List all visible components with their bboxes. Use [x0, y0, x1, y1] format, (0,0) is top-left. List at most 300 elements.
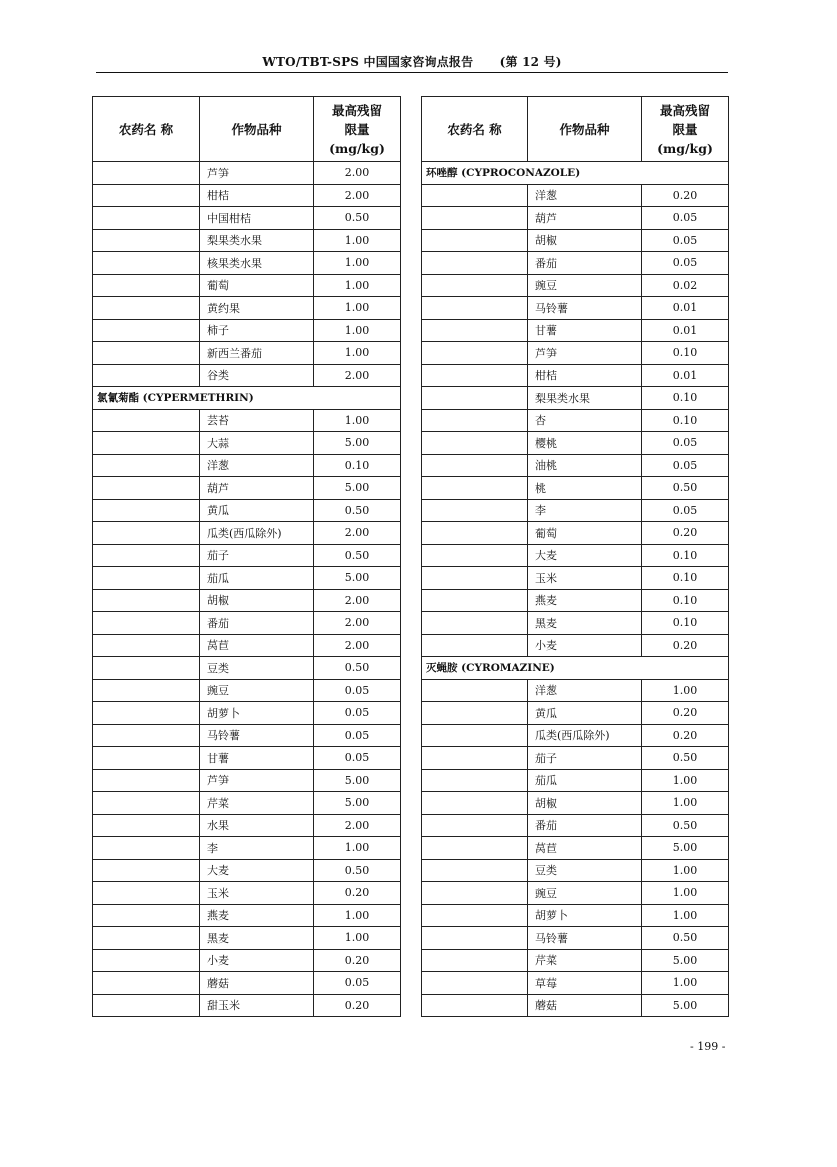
mrl-value-cell: 2.00 [314, 162, 401, 185]
crop-cell: 茄子 [528, 747, 642, 770]
pesticide-cell [422, 207, 528, 230]
mrl-value-cell: 2.00 [314, 589, 401, 612]
mrl-value-cell: 2.00 [314, 184, 401, 207]
pesticide-cell [93, 724, 200, 747]
mrl-value-cell: 5.00 [314, 769, 401, 792]
table-row [422, 814, 729, 837]
pesticide-cell [93, 589, 200, 612]
pesticide-cell [93, 409, 200, 432]
mrl-value-cell: 5.00 [314, 792, 401, 815]
table-row [422, 994, 729, 1017]
mrl-value-cell: 0.05 [314, 972, 401, 995]
table-row [93, 589, 401, 612]
table-row [93, 724, 401, 747]
table-row [93, 927, 401, 950]
mrl-value-cell: 0.20 [314, 949, 401, 972]
pesticide-cell [422, 634, 528, 657]
pesticide-cell [93, 702, 200, 725]
table-row [422, 724, 729, 747]
crop-cell: 葡萄 [528, 522, 642, 545]
crop-cell: 草莓 [528, 972, 642, 995]
mrl-value-cell: 0.50 [314, 544, 401, 567]
pesticide-cell [93, 477, 200, 500]
crop-cell: 芦笋 [200, 769, 314, 792]
table-row [422, 949, 729, 972]
mrl-value-cell: 5.00 [642, 837, 729, 860]
crop-cell: 茄瓜 [528, 769, 642, 792]
mrl-value-cell: 1.00 [642, 679, 729, 702]
pesticide-cell [422, 612, 528, 635]
column-header-mrl [314, 97, 401, 162]
crop-cell: 黑麦 [200, 927, 314, 950]
pesticide-cell [93, 927, 200, 950]
crop-cell: 玉米 [200, 882, 314, 905]
mrl-value-cell: 5.00 [314, 567, 401, 590]
header-rule [96, 72, 728, 73]
pesticide-cell [93, 544, 200, 567]
table-row [422, 679, 729, 702]
pesticide-cell [422, 499, 528, 522]
pesticide-cell [422, 454, 528, 477]
table-row [93, 949, 401, 972]
mrl-value-cell: 1.00 [642, 859, 729, 882]
crop-cell: 胡萝卜 [528, 904, 642, 927]
table-row [93, 882, 401, 905]
table-row [422, 612, 729, 635]
mrl-value-cell: 0.05 [314, 679, 401, 702]
crop-cell: 茄子 [200, 544, 314, 567]
mrl-value-cell: 1.00 [642, 769, 729, 792]
crop-cell: 黄瓜 [200, 499, 314, 522]
pesticide-name: 氯氰菊酯 (CYPERMETHRIN) [93, 387, 401, 410]
mrl-value-cell: 0.10 [642, 612, 729, 635]
pesticide-cell [422, 432, 528, 455]
table-row [93, 544, 401, 567]
mrl-value-cell: 1.00 [314, 252, 401, 275]
mrl-value-cell: 0.50 [642, 477, 729, 500]
mrl-value-cell: 5.00 [642, 949, 729, 972]
mrl-value-cell: 0.50 [642, 814, 729, 837]
pesticide-cell [422, 882, 528, 905]
crop-cell: 莴苣 [528, 837, 642, 860]
mrl-header-line2: 限量 [672, 121, 698, 137]
pesticide-cell [422, 904, 528, 927]
table-row [93, 792, 401, 815]
pesticide-cell [422, 252, 528, 275]
crop-cell: 胡萝卜 [200, 702, 314, 725]
pesticide-cell [422, 702, 528, 725]
crop-cell: 桃 [528, 477, 642, 500]
pesticide-cell [93, 949, 200, 972]
crop-cell: 马铃薯 [528, 297, 642, 320]
pesticide-cell [93, 882, 200, 905]
mrl-value-cell: 0.10 [642, 544, 729, 567]
crop-cell: 李 [528, 499, 642, 522]
crop-cell: 豌豆 [528, 882, 642, 905]
pesticide-cell [93, 634, 200, 657]
pesticide-cell [422, 927, 528, 950]
mrl-value-cell: 0.50 [314, 859, 401, 882]
crop-cell: 甜玉米 [200, 994, 314, 1017]
mrl-value-cell: 0.01 [642, 319, 729, 342]
mrl-value-cell: 1.00 [642, 972, 729, 995]
mrl-value-cell: 0.05 [314, 702, 401, 725]
crop-cell: 燕麦 [528, 589, 642, 612]
mrl-value-cell: 0.20 [314, 994, 401, 1017]
table-row [93, 994, 401, 1017]
mrl-value-cell: 0.05 [642, 207, 729, 230]
crop-cell: 李 [200, 837, 314, 860]
crop-cell: 甘薯 [528, 319, 642, 342]
crop-cell: 芹菜 [200, 792, 314, 815]
mrl-header-line2: 限量 [344, 121, 370, 137]
crop-cell: 柑桔 [200, 184, 314, 207]
table-row [93, 769, 401, 792]
crop-cell: 葡萄 [200, 274, 314, 297]
mrl-value-cell: 0.10 [642, 589, 729, 612]
pesticide-cell [93, 499, 200, 522]
crop-cell: 洋葱 [200, 454, 314, 477]
column-header-pesticide: 农药名 称 [422, 97, 528, 162]
pesticide-cell [93, 972, 200, 995]
pesticide-cell [93, 859, 200, 882]
pesticide-cell [422, 567, 528, 590]
crop-cell: 胡椒 [528, 792, 642, 815]
crop-cell: 大麦 [200, 859, 314, 882]
mrl-value-cell: 0.20 [642, 184, 729, 207]
table-row [422, 477, 729, 500]
mrl-value-cell: 0.01 [642, 364, 729, 387]
pesticide-cell [422, 859, 528, 882]
table-row [93, 207, 401, 230]
mrl-value-cell: 0.01 [642, 297, 729, 320]
table-row [422, 904, 729, 927]
mrl-value-cell: 0.10 [642, 409, 729, 432]
pesticide-cell [93, 364, 200, 387]
mrl-value-cell: 0.20 [642, 522, 729, 545]
mrl-table-right [421, 96, 729, 1017]
pesticide-cell [422, 319, 528, 342]
crop-cell: 瓜类(西瓜除外) [200, 522, 314, 545]
table-row [93, 499, 401, 522]
mrl-value-cell: 0.05 [642, 229, 729, 252]
pesticide-cell [422, 274, 528, 297]
pesticide-cell [422, 229, 528, 252]
pesticide-cell [422, 949, 528, 972]
table-row [422, 454, 729, 477]
table-row [93, 702, 401, 725]
column-header-crop: 作物品种 [528, 97, 642, 162]
crop-cell: 豆类 [528, 859, 642, 882]
mrl-value-cell: 0.50 [642, 747, 729, 770]
crop-cell: 豌豆 [200, 679, 314, 702]
mrl-value-cell: 2.00 [314, 634, 401, 657]
pesticide-cell [93, 769, 200, 792]
header-title: WTO/TBT-SPS 中国国家咨询点报告 [262, 55, 474, 69]
table-row [93, 859, 401, 882]
mrl-value-cell: 0.50 [314, 657, 401, 680]
table-row [93, 522, 401, 545]
mrl-value-cell: 0.20 [642, 634, 729, 657]
pesticide-cell [422, 589, 528, 612]
mrl-value-cell: 1.00 [642, 904, 729, 927]
crop-cell: 樱桃 [528, 432, 642, 455]
pesticide-cell [422, 184, 528, 207]
pesticide-section-row [422, 657, 729, 680]
crop-cell: 马铃薯 [528, 927, 642, 950]
mrl-value-cell: 0.50 [314, 499, 401, 522]
table-row [422, 882, 729, 905]
mrl-value-cell: 0.10 [642, 387, 729, 410]
crop-cell: 蘑菇 [528, 994, 642, 1017]
pesticide-cell [422, 522, 528, 545]
mrl-value-cell: 0.10 [314, 454, 401, 477]
table-row [93, 252, 401, 275]
pesticide-cell [422, 387, 528, 410]
mrl-value-cell: 2.00 [314, 612, 401, 635]
mrl-value-cell: 2.00 [314, 522, 401, 545]
pesticide-cell [422, 724, 528, 747]
table-row [93, 229, 401, 252]
table-row [93, 814, 401, 837]
table-row [93, 747, 401, 770]
crop-cell: 玉米 [528, 567, 642, 590]
pesticide-cell [93, 319, 200, 342]
crop-cell: 豆类 [200, 657, 314, 680]
header-issue: (第 12 号) [499, 55, 562, 69]
crop-cell: 梨果类水果 [200, 229, 314, 252]
table-row [93, 432, 401, 455]
pesticide-cell [422, 792, 528, 815]
pesticide-cell [422, 477, 528, 500]
table-row [93, 567, 401, 590]
mrl-value-cell: 0.02 [642, 274, 729, 297]
table-row [422, 769, 729, 792]
pesticide-cell [93, 274, 200, 297]
table-row [93, 319, 401, 342]
table-row [93, 454, 401, 477]
pesticide-cell [422, 544, 528, 567]
pesticide-cell [93, 207, 200, 230]
crop-cell: 莴苣 [200, 634, 314, 657]
crop-cell: 小麦 [528, 634, 642, 657]
mrl-value-cell: 1.00 [314, 837, 401, 860]
mrl-header-line1: 最高残留 [659, 102, 710, 118]
crop-cell: 核果类水果 [200, 252, 314, 275]
mrl-value-cell: 1.00 [314, 927, 401, 950]
table-row [93, 477, 401, 500]
pesticide-cell [93, 612, 200, 635]
column-header-mrl [642, 97, 729, 162]
table-row [93, 634, 401, 657]
crop-cell: 芸苔 [200, 409, 314, 432]
crop-cell: 谷类 [200, 364, 314, 387]
pesticide-cell [93, 297, 200, 320]
pesticide-cell [93, 792, 200, 815]
pesticide-cell [422, 297, 528, 320]
crop-cell: 杏 [528, 409, 642, 432]
table-body [93, 162, 401, 1017]
crop-cell: 洋葱 [528, 679, 642, 702]
page-number: - 199 - [690, 1040, 726, 1053]
pesticide-cell [93, 657, 200, 680]
mrl-value-cell: 1.00 [314, 409, 401, 432]
mrl-value-cell: 1.00 [314, 342, 401, 365]
table-row [422, 297, 729, 320]
pesticide-cell [93, 252, 200, 275]
mrl-value-cell: 0.05 [642, 454, 729, 477]
pesticide-cell [93, 184, 200, 207]
pesticide-cell [93, 454, 200, 477]
crop-cell: 黄约果 [200, 297, 314, 320]
crop-cell: 葫芦 [200, 477, 314, 500]
table-row [422, 252, 729, 275]
crop-cell: 柑桔 [528, 364, 642, 387]
mrl-value-cell: 0.10 [642, 342, 729, 365]
table-row [422, 859, 729, 882]
crop-cell: 水果 [200, 814, 314, 837]
crop-cell: 芦笋 [200, 162, 314, 185]
table-row [422, 319, 729, 342]
mrl-value-cell: 0.05 [642, 252, 729, 275]
mrl-value-cell: 0.05 [314, 724, 401, 747]
mrl-value-cell: 0.50 [642, 927, 729, 950]
pesticide-cell [93, 522, 200, 545]
crop-cell: 黄瓜 [528, 702, 642, 725]
mrl-value-cell: 1.00 [314, 274, 401, 297]
mrl-value-cell: 1.00 [314, 904, 401, 927]
pesticide-section-row [93, 387, 401, 410]
pesticide-cell [422, 972, 528, 995]
crop-cell: 番茄 [528, 252, 642, 275]
crop-cell: 胡椒 [528, 229, 642, 252]
crop-cell: 马铃薯 [200, 724, 314, 747]
mrl-table-left [92, 96, 401, 1017]
table-row [93, 409, 401, 432]
mrl-value-cell: 0.05 [314, 747, 401, 770]
pesticide-name: 环唑醇 (CYPROCONAZOLE) [422, 162, 729, 185]
crop-cell: 大麦 [528, 544, 642, 567]
table-row [422, 837, 729, 860]
mrl-value-cell: 0.05 [642, 499, 729, 522]
table-row [93, 342, 401, 365]
table-row [422, 229, 729, 252]
mrl-value-cell: 0.20 [642, 724, 729, 747]
table-row [93, 274, 401, 297]
crop-cell: 洋葱 [528, 184, 642, 207]
pesticide-cell [422, 409, 528, 432]
mrl-header-unit: (mg/kg) [329, 140, 385, 156]
table-row [422, 589, 729, 612]
crop-cell: 新西兰番茄 [200, 342, 314, 365]
crop-cell: 中国柑桔 [200, 207, 314, 230]
mrl-value-cell: 1.00 [642, 792, 729, 815]
table-row [422, 634, 729, 657]
crop-cell: 大蒜 [200, 432, 314, 455]
table-row [93, 612, 401, 635]
pesticide-cell [93, 679, 200, 702]
pesticide-cell [93, 994, 200, 1017]
table-row [93, 657, 401, 680]
table-row [422, 792, 729, 815]
mrl-value-cell: 5.00 [314, 477, 401, 500]
table-row [422, 274, 729, 297]
table-row [422, 567, 729, 590]
table-row [422, 432, 729, 455]
column-header-pesticide: 农药名 称 [93, 97, 200, 162]
table-body [422, 162, 729, 1017]
crop-cell: 番茄 [200, 612, 314, 635]
pesticide-cell [93, 162, 200, 185]
pesticide-name: 灭蝇胺 (CYROMAZINE) [422, 657, 729, 680]
table-row [93, 297, 401, 320]
table-header-row [93, 97, 401, 162]
table-row [422, 364, 729, 387]
pesticide-cell [422, 837, 528, 860]
pesticide-cell [93, 342, 200, 365]
table-row [93, 837, 401, 860]
table-row [93, 904, 401, 927]
crop-cell: 葫芦 [528, 207, 642, 230]
mrl-value-cell: 5.00 [314, 432, 401, 455]
pesticide-cell [422, 364, 528, 387]
pesticide-cell [93, 432, 200, 455]
table-row [93, 972, 401, 995]
table-row [422, 747, 729, 770]
mrl-value-cell: 0.20 [314, 882, 401, 905]
table-row [93, 162, 401, 185]
mrl-value-cell: 2.00 [314, 364, 401, 387]
mrl-value-cell: 1.00 [642, 882, 729, 905]
mrl-value-cell: 1.00 [314, 297, 401, 320]
pesticide-section-row [422, 162, 729, 185]
table-row [422, 342, 729, 365]
pesticide-cell [93, 747, 200, 770]
table-row [422, 409, 729, 432]
pesticide-cell [93, 837, 200, 860]
mrl-value-cell: 1.00 [314, 229, 401, 252]
crop-cell: 黑麦 [528, 612, 642, 635]
table-row [422, 972, 729, 995]
crop-cell: 芦笋 [528, 342, 642, 365]
mrl-value-cell: 0.10 [642, 567, 729, 590]
mrl-header-unit: (mg/kg) [657, 140, 713, 156]
table-row [422, 207, 729, 230]
crop-cell: 蘑菇 [200, 972, 314, 995]
table-row [422, 544, 729, 567]
crop-cell: 甘薯 [200, 747, 314, 770]
pesticide-cell [93, 904, 200, 927]
pesticide-cell [93, 229, 200, 252]
crop-cell: 茄瓜 [200, 567, 314, 590]
mrl-value-cell: 0.05 [642, 432, 729, 455]
pesticide-cell [422, 342, 528, 365]
table-row [422, 499, 729, 522]
table-row [422, 702, 729, 725]
mrl-value-cell: 0.50 [314, 207, 401, 230]
crop-cell: 柿子 [200, 319, 314, 342]
page-header [96, 53, 728, 70]
mrl-value-cell: 1.00 [314, 319, 401, 342]
table-row [422, 927, 729, 950]
crop-cell: 番茄 [528, 814, 642, 837]
table-row [93, 184, 401, 207]
pesticide-cell [422, 769, 528, 792]
table-row [93, 679, 401, 702]
crop-cell: 油桃 [528, 454, 642, 477]
crop-cell: 燕麦 [200, 904, 314, 927]
column-header-crop: 作物品种 [200, 97, 314, 162]
